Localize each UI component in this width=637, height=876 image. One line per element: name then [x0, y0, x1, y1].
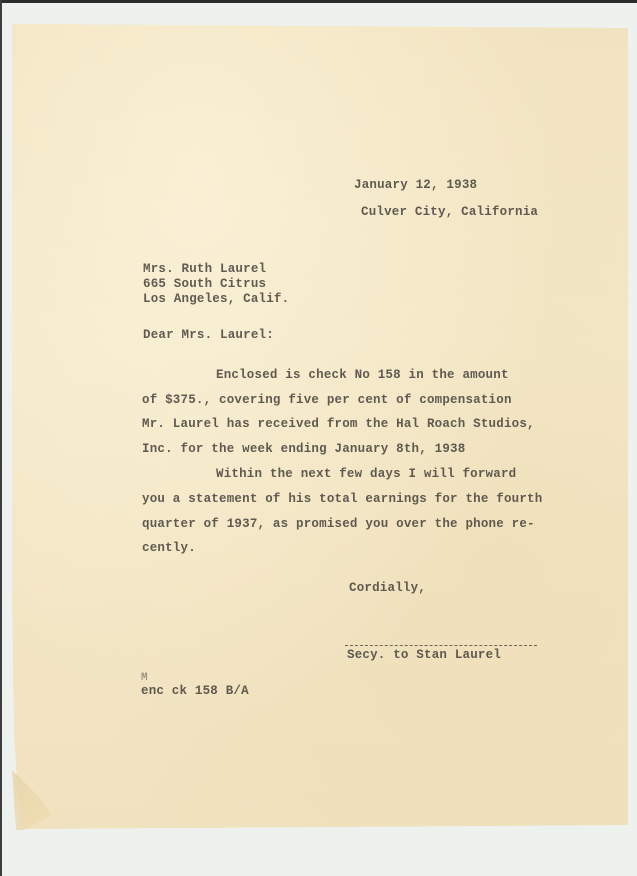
- body-line-3: Mr. Laurel has received from the Hal Roach Studios,: [142, 417, 535, 431]
- enclosure-note: enc ck 158 B/A: [141, 684, 249, 698]
- recipient-city: Los Angeles, Calif.: [143, 292, 290, 306]
- letter-date: January 12, 1938: [354, 178, 478, 192]
- signature-line: [345, 645, 537, 646]
- body-line-4: Inc. for the week ending January 8th, 1938: [142, 442, 466, 456]
- recipient-street: 665 South Citrus: [143, 277, 267, 291]
- scan-left-border: [0, 0, 2, 876]
- body-line-6: you a statement of his total earnings for the fourth: [142, 492, 543, 506]
- body-line-8: cently.: [142, 541, 196, 555]
- body-line-5: Within the next few days I will forward: [216, 467, 517, 481]
- body-line-2: of $375., covering five per cent of compensation: [142, 393, 512, 407]
- body-line-1: Enclosed is check No 158 in the amount: [216, 368, 509, 382]
- closing: Cordially,: [349, 581, 427, 595]
- salutation: Dear Mrs. Laurel:: [143, 328, 274, 342]
- body-line-7: quarter of 1937, as promised you over the phone re-: [142, 517, 535, 531]
- scan-top-border: [0, 0, 637, 3]
- typist-initials: M: [141, 672, 148, 684]
- signature-title: Secy. to Stan Laurel: [347, 648, 502, 662]
- recipient-name: Mrs. Ruth Laurel: [143, 262, 267, 276]
- letter-place: Culver City, California: [361, 205, 539, 219]
